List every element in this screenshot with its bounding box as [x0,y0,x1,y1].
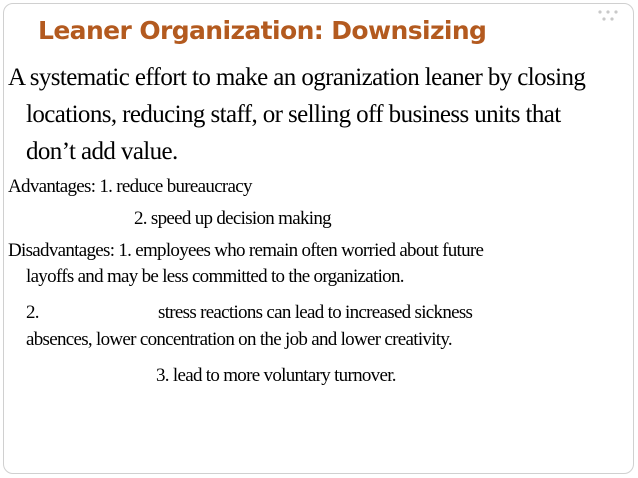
slide-title: Leaner Organization: Downsizing [38,16,487,45]
definition-line-3: don’t add value. [26,138,178,165]
disadvantages-item-2-number: 2. [26,302,39,323]
disadvantages-line-1: Disadvantages: 1. employees who remain often worried about future [8,240,484,261]
advantages-line-1: Advantages: 1. reduce bureaucracy [8,176,252,197]
disadvantages-line-5: 3. lead to more voluntary turnover. [156,365,396,386]
definition-line-2: locations, reducing staff, or selling off business units that [26,101,561,128]
advantages-line-2: 2. speed up decision making [134,208,331,229]
disadvantages-line-4: absences, lower concentration on the job and lower creativity. [26,329,452,350]
disadvantages-line-2: layoffs and may be less committed to the organization. [26,266,404,287]
corner-dots-decoration [596,8,620,24]
definition-line-1: A systematic effort to make an ogranization leaner by closing [8,64,586,91]
disadvantages-item-2-text: stress reactions can lead to increased sickness [158,302,473,323]
